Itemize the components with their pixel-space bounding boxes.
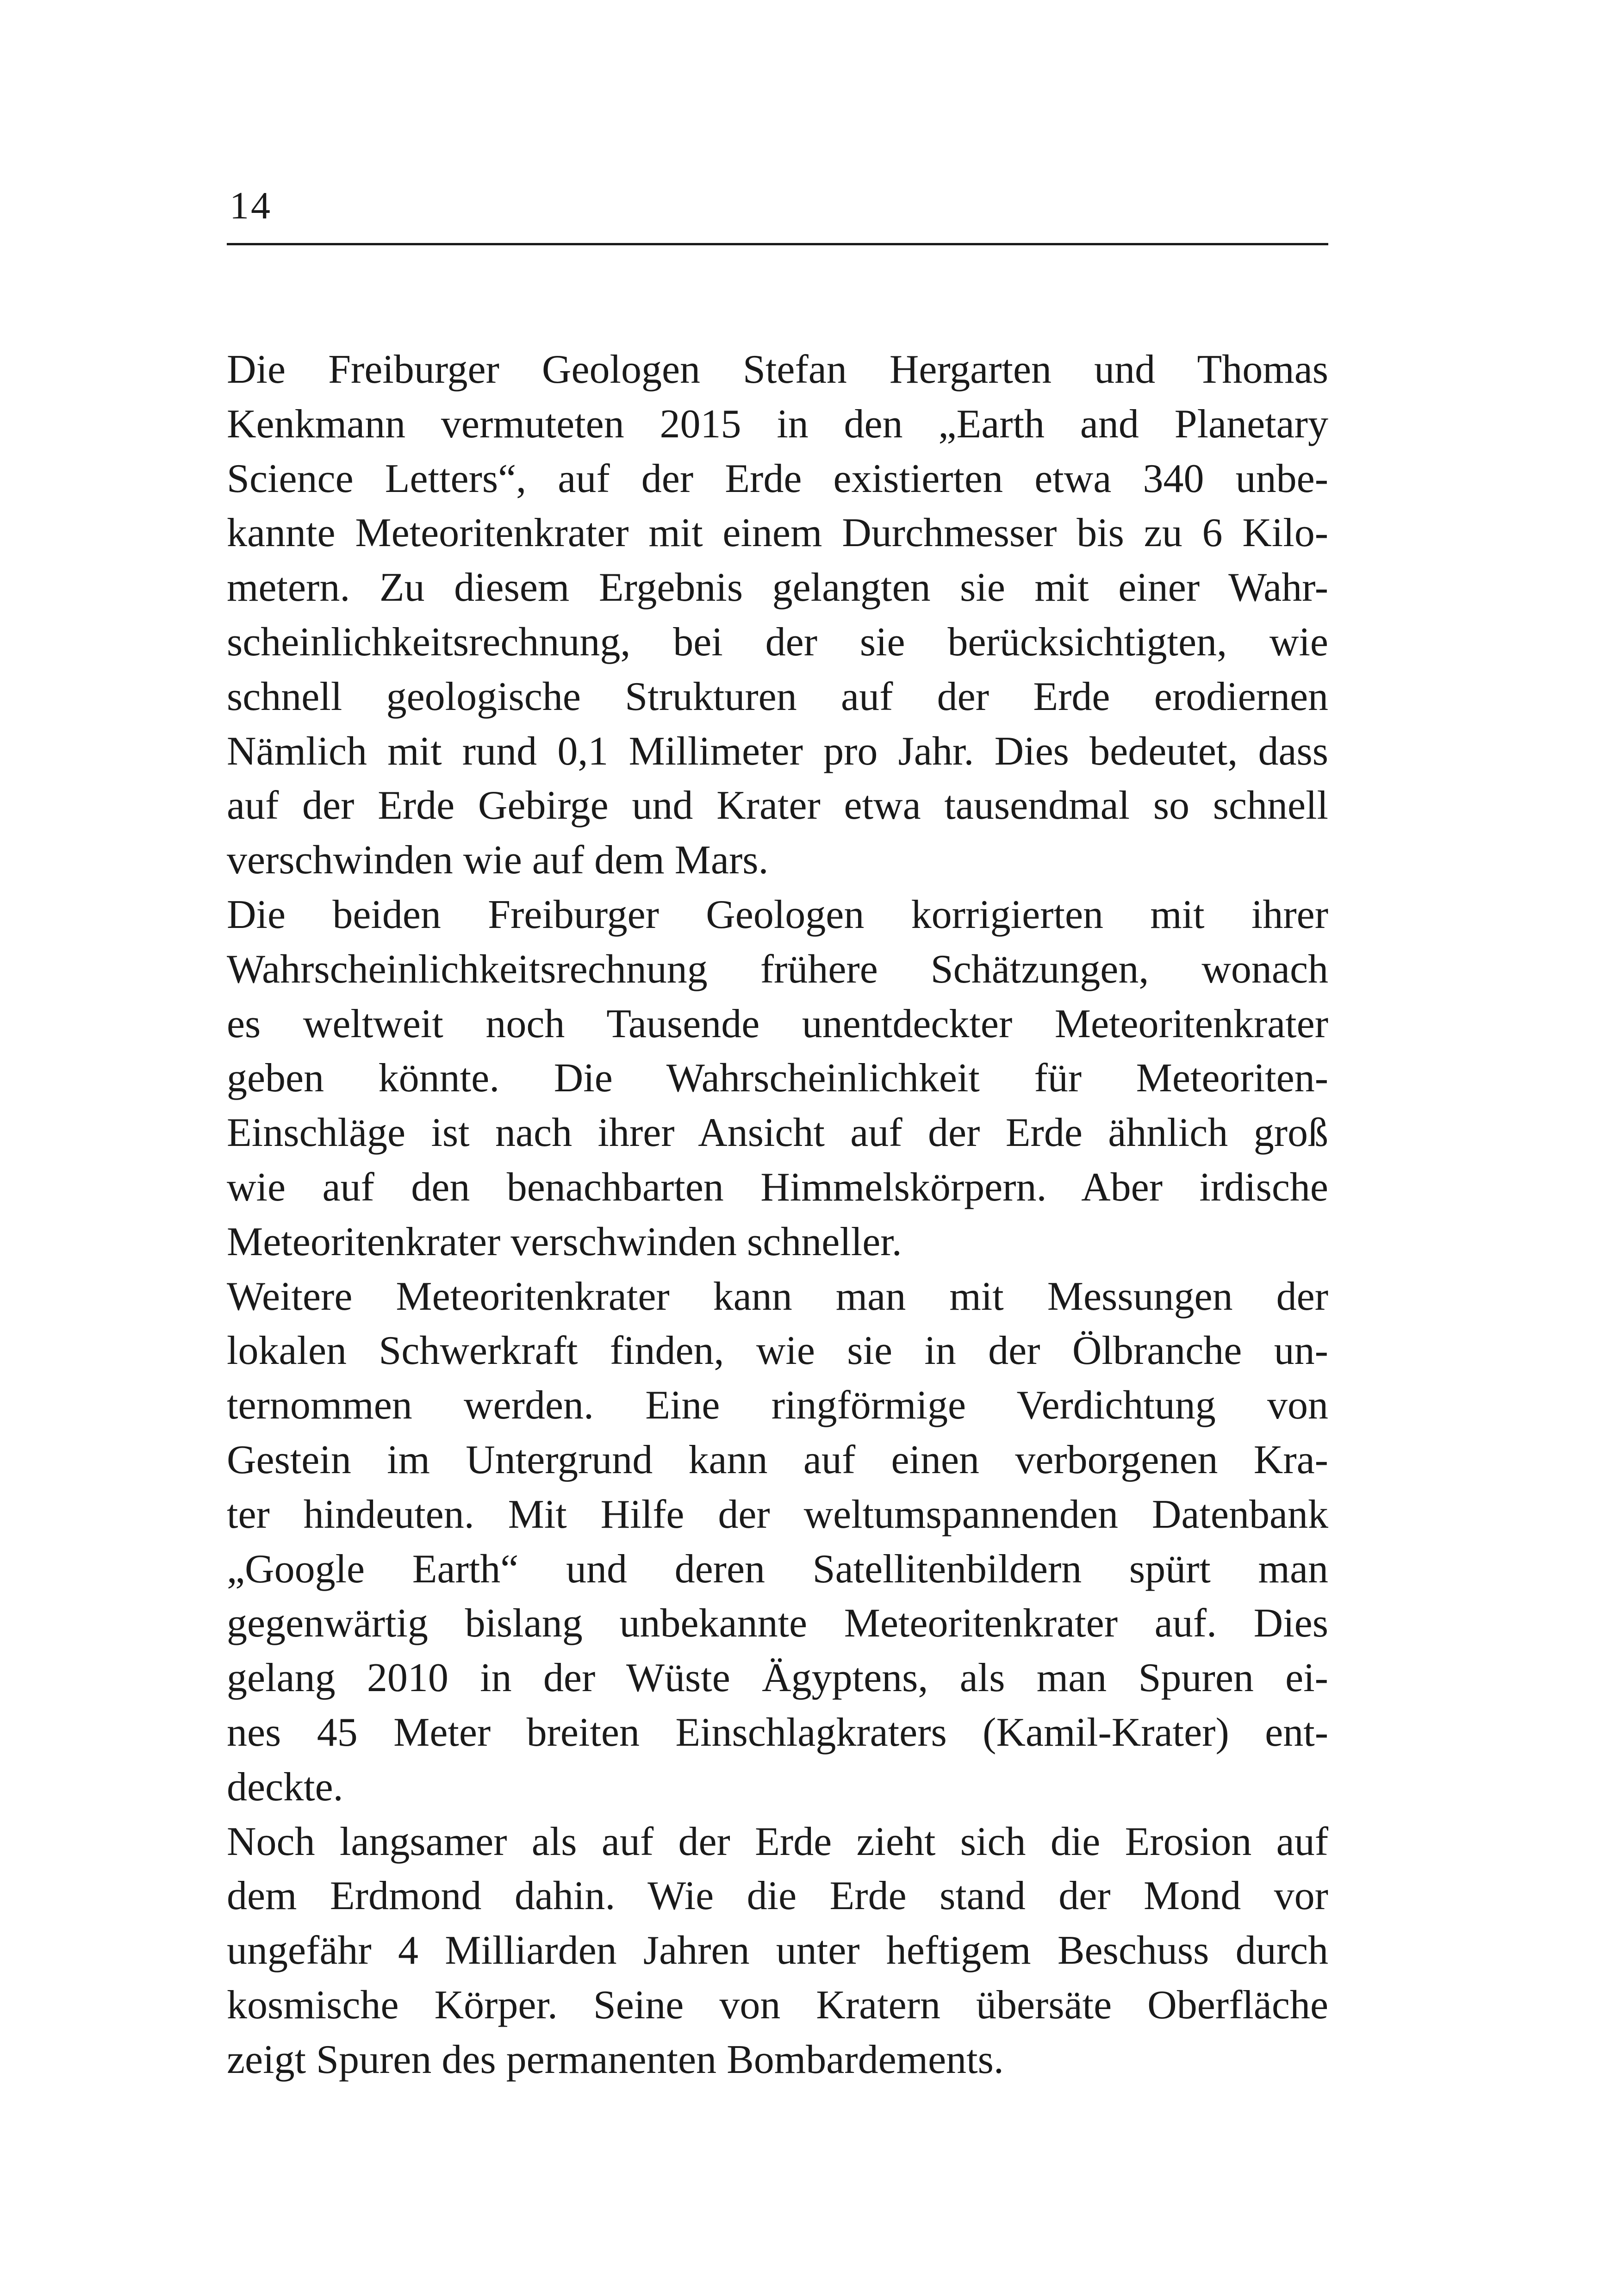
text-line: lokalen Schwerkraft finden, wie sie in der Ölbranche un- bbox=[227, 1328, 1328, 1374]
text-line: ternommen werden. Eine ringförmige Verdichtung von bbox=[227, 1383, 1328, 1428]
text-line: gelang 2010 in der Wüste Ägyptens, als man Spuren ei- bbox=[227, 1655, 1328, 1701]
body-text bbox=[227, 342, 1328, 2087]
text-line: zeigt Spuren des permanenten Bombardements. bbox=[227, 2037, 1004, 2082]
text-line: Wahrscheinlichkeitsrechnung frühere Schätzungen, wonach bbox=[227, 946, 1328, 992]
text-line: Einschläge ist nach ihrer Ansicht auf der Erde ähnlich groß bbox=[227, 1110, 1328, 1156]
text-line: Science Letters“, auf der Erde existierten etwa 340 unbe- bbox=[227, 456, 1328, 501]
text-line: auf der Erde Gebirge und Krater etwa tausendmal so schnell bbox=[227, 783, 1328, 828]
text-line: scheinlichkeitsrechnung, bei der sie berücksichtigten, wie bbox=[227, 619, 1328, 665]
text-line: ungefähr 4 Milliarden Jahren unter heftigem Beschuss durch bbox=[227, 1928, 1328, 1973]
text-line: Die Freiburger Geologen Stefan Hergarten und Thomas bbox=[227, 347, 1328, 392]
text-line: es weltweit noch Tausende unentdeckter Meteoritenkrater bbox=[227, 1001, 1328, 1046]
text-line: Kenkmann vermuteten 2015 in den „Earth and Planetary bbox=[227, 401, 1328, 447]
text-line: deckte. bbox=[227, 1764, 343, 1810]
text-line: nes 45 Meter breiten Einschlagkraters (Kamil-Krater) ent- bbox=[227, 1710, 1328, 1755]
text-line: schnell geologische Strukturen auf der Erde erodiernen bbox=[227, 674, 1328, 719]
page-header bbox=[227, 183, 1328, 245]
text-line: wie auf den benachbarten Himmelskörpern. Aber irdische bbox=[227, 1164, 1328, 1210]
text-line: metern. Zu diesem Ergebnis gelangten sie mit einer Wahr- bbox=[227, 565, 1328, 610]
text-line: dem Erdmond dahin. Wie die Erde stand der Mond vor bbox=[227, 1873, 1328, 1919]
text-line: Die beiden Freiburger Geologen korrigierten mit ihrer bbox=[227, 892, 1328, 937]
page-number: 14 bbox=[230, 184, 272, 227]
text-line: geben könnte. Die Wahrscheinlichkeit für Meteoriten- bbox=[227, 1056, 1328, 1101]
text-line: Noch langsamer als auf der Erde zieht sich die Erosion auf bbox=[227, 1819, 1328, 1864]
text-line: ter hindeuten. Mit Hilfe der weltumspannenden Datenbank bbox=[227, 1492, 1328, 1537]
text-line: verschwinden wie auf dem Mars. bbox=[227, 838, 769, 883]
text-line: „Google Earth“ und deren Satellitenbildern spürt man bbox=[227, 1546, 1328, 1592]
text-line: Weitere Meteoritenkrater kann man mit Messungen der bbox=[227, 1274, 1328, 1319]
text-line: Gestein im Untergrund kann auf einen verborgenen Kra- bbox=[227, 1437, 1328, 1482]
text-line: kannte Meteoritenkrater mit einem Durchmesser bis zu 6 Kilo- bbox=[227, 510, 1328, 556]
text-line: Meteoritenkrater verschwinden schneller. bbox=[227, 1219, 902, 1264]
text-line: gegenwärtig bislang unbekannte Meteoritenkrater auf. Dies bbox=[227, 1601, 1328, 1646]
text-line: kosmische Körper. Seine von Kratern übersäte Oberfläche bbox=[227, 1982, 1328, 2028]
text-line: Nämlich mit rund 0,1 Millimeter pro Jahr. Dies bedeutet, dass bbox=[227, 728, 1328, 774]
